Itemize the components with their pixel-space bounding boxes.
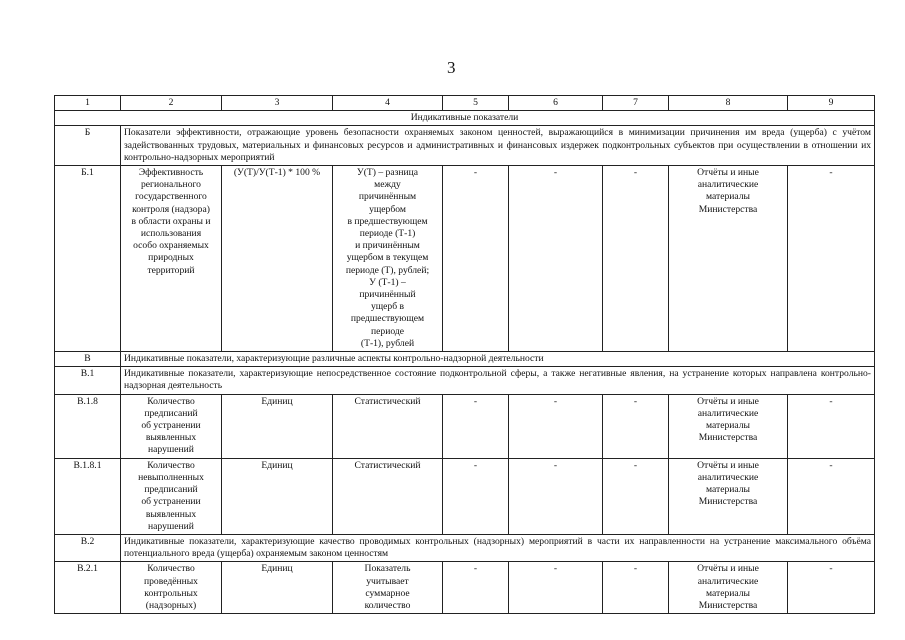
source-line: материалы bbox=[706, 587, 750, 599]
section-v2-row bbox=[55, 534, 875, 561]
section-code: В.2 bbox=[55, 534, 121, 561]
table-row bbox=[55, 394, 875, 458]
table-row bbox=[55, 458, 875, 534]
cell-7: - bbox=[603, 166, 669, 352]
section-v1-row bbox=[55, 367, 875, 394]
header-cell: 8 bbox=[669, 96, 788, 111]
indicator-name bbox=[121, 166, 222, 352]
name-line: невыполненных bbox=[138, 471, 204, 483]
source-line: аналитические bbox=[697, 471, 759, 483]
desc-line: периоде (Т), рублей; bbox=[345, 264, 430, 276]
cell-9: - bbox=[788, 166, 875, 352]
cell-5: - bbox=[443, 562, 509, 614]
name-line: государственного bbox=[135, 191, 207, 203]
table-row bbox=[55, 562, 875, 614]
section-b-row bbox=[55, 126, 875, 166]
name-line: контрольных bbox=[144, 587, 198, 599]
header-cell: 3 bbox=[222, 96, 333, 111]
desc-line: учитывает bbox=[366, 575, 409, 587]
source-line: материалы bbox=[706, 420, 750, 432]
row-code: В.1.8 bbox=[55, 394, 121, 458]
method: Статистический bbox=[333, 458, 443, 534]
name-line: контроля (надзора) bbox=[132, 203, 210, 215]
cell-7: - bbox=[603, 458, 669, 534]
source-line: Министерства bbox=[698, 432, 758, 444]
name-line: Количество bbox=[147, 395, 195, 407]
source-line: Министерства bbox=[698, 496, 758, 508]
name-line: использования bbox=[140, 228, 202, 240]
table-row bbox=[55, 166, 875, 352]
name-line: Эффективность bbox=[138, 167, 204, 179]
cell-6: - bbox=[509, 562, 603, 614]
source-line: Отчёты и иные bbox=[697, 459, 759, 471]
cell-5: - bbox=[443, 166, 509, 352]
desc-line: периоде bbox=[371, 325, 404, 337]
header-cell: 2 bbox=[121, 96, 222, 111]
header-row bbox=[55, 96, 875, 111]
header-cell: 1 bbox=[55, 96, 121, 111]
indicator-name bbox=[121, 458, 222, 534]
desc-line: ущербом в текущем bbox=[346, 252, 429, 264]
name-line: территорий bbox=[147, 264, 195, 276]
source-line: аналитические bbox=[697, 575, 759, 587]
row-code: В.2.1 bbox=[55, 562, 121, 614]
desc-line: периоде (Т-1) bbox=[359, 228, 416, 240]
desc-line: Показатель bbox=[364, 563, 411, 575]
desc-line: ущербом bbox=[369, 203, 406, 215]
name-line: Количество bbox=[147, 563, 195, 575]
header-cell: 9 bbox=[788, 96, 875, 111]
name-line: регионального bbox=[141, 179, 201, 191]
name-line: выявленных bbox=[145, 432, 197, 444]
header-cell: 4 bbox=[333, 96, 443, 111]
source-line: материалы bbox=[706, 484, 750, 496]
unit: Единиц bbox=[222, 458, 333, 534]
formula: (У(Т)/У(Т-1) * 100 % bbox=[222, 166, 333, 352]
indicator-name bbox=[121, 562, 222, 614]
page-number: 3 bbox=[447, 58, 456, 77]
desc-line: У (Т-1) – bbox=[369, 276, 406, 288]
source-line: Министерства bbox=[698, 203, 758, 215]
desc-line: ущерб в bbox=[370, 301, 405, 313]
desc-line: У(Т) – разница bbox=[356, 167, 419, 179]
source-line: Отчёты и иные bbox=[697, 395, 759, 407]
header-cell: 6 bbox=[509, 96, 603, 111]
cell-6: - bbox=[509, 394, 603, 458]
source-line: Отчёты и иные bbox=[697, 563, 759, 575]
name-line: природных bbox=[148, 252, 194, 264]
description bbox=[333, 562, 443, 614]
name-line: об устранении bbox=[141, 496, 201, 508]
desc-line: (Т-1), рублей bbox=[360, 337, 415, 349]
indicators-table bbox=[54, 95, 875, 614]
section-text: Индикативные показатели, характеризующие качество проводимых контрольных (надзорных) мероприятий в части их направленности на устранение максимального объёма потенциального вреда (ущерба) охраняемым законом ценностям bbox=[121, 534, 875, 561]
name-line: выявленных bbox=[145, 508, 197, 520]
header-cell: 7 bbox=[603, 96, 669, 111]
source bbox=[669, 166, 788, 352]
section-text: Индикативные показатели, характеризующие различные аспекты контрольно-надзорной деятельности bbox=[121, 352, 875, 367]
name-line: нарушений bbox=[148, 520, 194, 532]
unit: Единиц bbox=[222, 562, 333, 614]
section-text: Индикативные показатели, характеризующие непосредственное состояние подконтрольной сферы, а также негативные явления, на устранение которых направлена контрольно-надзорная деятельность bbox=[121, 367, 875, 394]
header-cell: 5 bbox=[443, 96, 509, 111]
name-line: проведённых bbox=[144, 575, 198, 587]
source-line: аналитические bbox=[697, 179, 759, 191]
cell-5: - bbox=[443, 394, 509, 458]
name-line: (надзорных) bbox=[145, 599, 197, 611]
cell-9: - bbox=[788, 458, 875, 534]
section-code: Б bbox=[55, 126, 121, 166]
section-v-row bbox=[55, 352, 875, 367]
indicator-name bbox=[121, 394, 222, 458]
section-code: В.1 bbox=[55, 367, 121, 394]
desc-line: между bbox=[374, 179, 401, 191]
source bbox=[669, 458, 788, 534]
method: Статистический bbox=[333, 394, 443, 458]
desc-line: суммарное bbox=[365, 587, 410, 599]
source bbox=[669, 394, 788, 458]
cell-7: - bbox=[603, 394, 669, 458]
name-line: в области охраны и bbox=[131, 215, 211, 227]
name-line: Количество bbox=[147, 459, 195, 471]
section-code: В bbox=[55, 352, 121, 367]
desc-line: и причинённым bbox=[355, 240, 420, 252]
name-line: особо охраняемых bbox=[133, 240, 209, 252]
unit: Единиц bbox=[222, 394, 333, 458]
source-line: аналитические bbox=[697, 407, 759, 419]
cell-9: - bbox=[788, 562, 875, 614]
row-code: Б.1 bbox=[55, 166, 121, 352]
section-text: Показатели эффективности, отражающие уровень безопасности охраняемых законом ценностей, выражающийся в минимизации причинения им вреда (ущерба) с учётом задействованных трудовых, материальных и финансовых ресурсов и административных и финансовых издержек подконтрольных субъектов при осуществлении в отношении их контрольно-надзорных мероприятий bbox=[121, 126, 875, 166]
name-line: нарушений bbox=[148, 444, 194, 456]
desc-line: количество bbox=[364, 599, 411, 611]
name-line: об устранении bbox=[141, 420, 201, 432]
table-title: Индикативные показатели bbox=[55, 111, 875, 126]
cell-6: - bbox=[509, 166, 603, 352]
cell-5: - bbox=[443, 458, 509, 534]
row-code: В.1.8.1 bbox=[55, 458, 121, 534]
source bbox=[669, 562, 788, 614]
name-line: предписаний bbox=[144, 484, 198, 496]
source-line: Министерства bbox=[698, 599, 758, 611]
cell-7: - bbox=[603, 562, 669, 614]
description bbox=[333, 166, 443, 352]
desc-line: предшествующем bbox=[350, 313, 425, 325]
title-row bbox=[55, 111, 875, 126]
cell-6: - bbox=[509, 458, 603, 534]
source-line: материалы bbox=[706, 191, 750, 203]
desc-line: причинённым bbox=[358, 191, 417, 203]
desc-line: в предшествующем bbox=[347, 215, 428, 227]
cell-9: - bbox=[788, 394, 875, 458]
desc-line: причинённый bbox=[359, 289, 416, 301]
name-line: предписаний bbox=[144, 407, 198, 419]
source-line: Отчёты и иные bbox=[697, 167, 759, 179]
